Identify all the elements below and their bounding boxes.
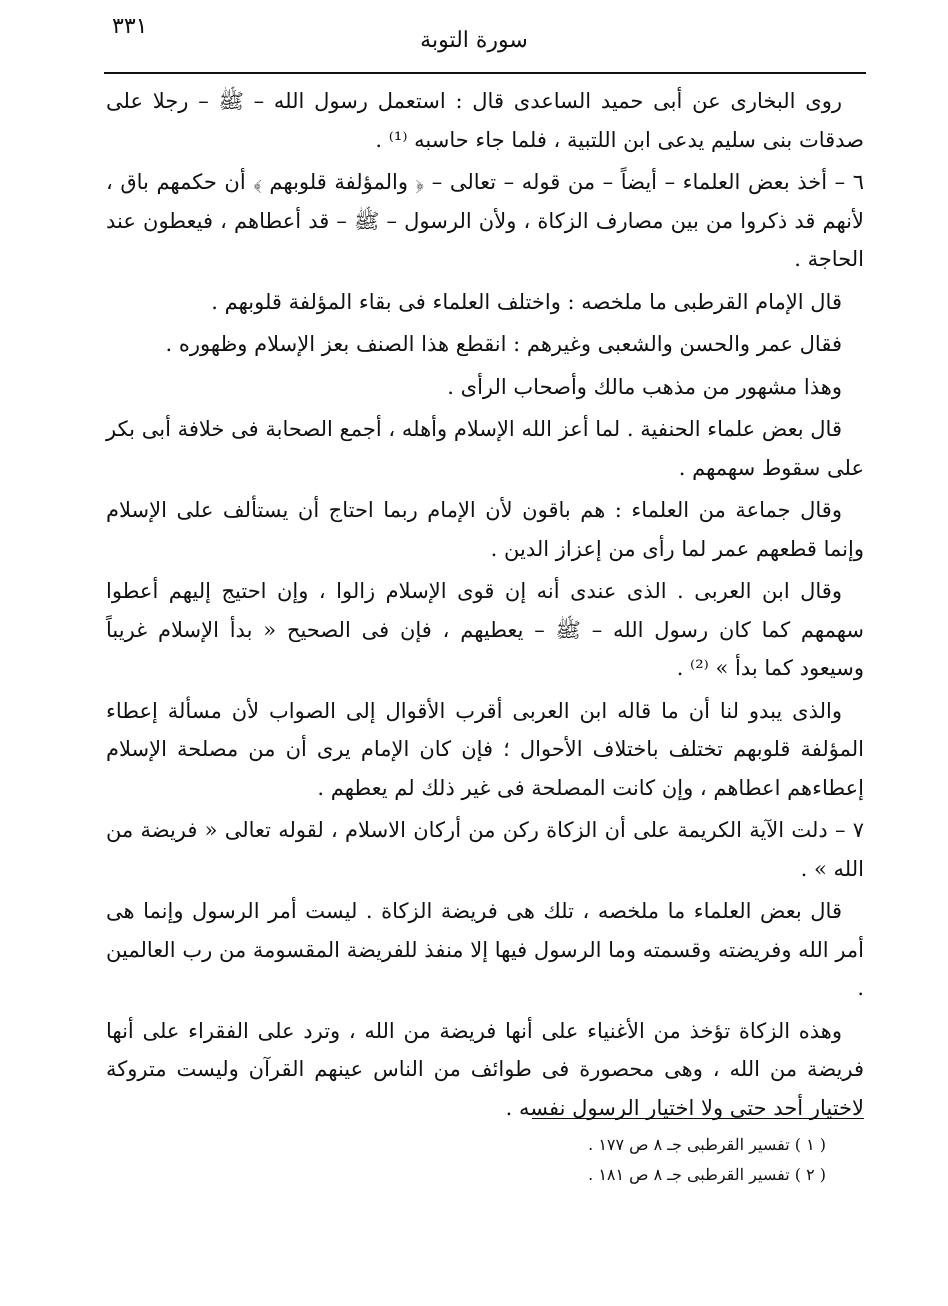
paragraph: قال الإمام القرطبى ما ملخصه : واختلف العلماء فى بقاء المؤلفة قلوبهم . <box>211 289 842 314</box>
footnote: ( ٢ ) تفسير القرطبى جـ ٨ ص ١٨١ . <box>588 1165 826 1184</box>
paragraph: روى البخارى عن أبى حميد الساعدى قال : استعمل رسول الله – ﷺ – رجلا على صدقات بنى سليم يدعى ابن اللتبية ، فلما جاء حاسبه ⁽¹⁾ . <box>106 89 864 152</box>
paragraph: ٧ – دلت الآية الكريمة على أن الزكاة ركن من أركان الاسلام ، لقوله تعالى « فريضة من الله » . <box>106 818 864 881</box>
page-number: ٣٣١ <box>112 14 148 39</box>
paragraph: فقال عمر والحسن والشعبى وغيرهم : انقطع هذا الصنف بعز الإسلام وظهوره . <box>165 332 842 356</box>
running-title: سورة التوبة <box>420 28 528 53</box>
header-divider <box>104 72 866 74</box>
paragraph: والذى يبدو لنا أن ما قاله ابن العربى أقرب الأقوال إلى الصواب لأن مسألة إعطاء المؤلفة قلوبهم تختلف باختلاف الأحوال ؛ فإن كان الإمام يرى أن من مصلحة الإسلام إعطاءهم اعطاهم ، وإن كانت المصلحة فى غير ذلك لم يعطهم . <box>106 698 864 800</box>
paragraph: ٦ – أخذ بعض العلماء – أيضاً – من قوله – تعالى – ﴿ والمؤلفة قلوبهم ﴾ أن حكمهم باق ، لأنهم قد ذكروا من بين مصارف الزكاة ، ولأن الرسول – ﷺ – قد أعطاهم ، فيعطون عند الحاجة . <box>106 170 864 271</box>
footnotes <box>500 1130 826 1190</box>
body-text <box>106 82 864 1131</box>
paragraph: قال بعض العلماء ما ملخصه ، تلك هى فريضة الزكاة . ليست أمر الرسول وإنما هى أمر الله وفريضته وقسمته وما الرسول فيها إلا منفذ للفريضة المقسومة من رب العالمين . <box>106 899 864 1000</box>
footnote-divider <box>532 1118 864 1119</box>
footnote: ( ١ ) تفسير القرطبى جـ ٨ ص ١٧٧ . <box>588 1135 826 1154</box>
paragraph: وقال جماعة من العلماء : هم باقون لأن الإمام ربما احتاج أن يستألف على الإسلام وإنما قطعهم عمر لما رأى من إعزاز الدين . <box>106 498 864 561</box>
paragraph: وقال ابن العربى . الذى عندى أنه إن قوى الإسلام زالوا ، وإن احتيج إليهم أعطوا سهمهم كما كان رسول الله – ﷺ – يعطيهم ، فإن فى الصحيح « بدأ الإسلام غريباً وسيعود كما بدأ » ⁽²⁾ . <box>106 579 864 680</box>
paragraph: وهذا مشهور من مذهب مالك وأصحاب الرأى . <box>447 374 842 399</box>
paragraph: وهذه الزكاة تؤخذ من الأغنياء على أنها فريضة من الله ، وترد على الفقراء على أنها فريضة من الله ، وهى محصورة فى طوائف من الناس عينهم القرآن وليست متروكة لاختيار أحد حتى ولا اختيار الرسول نفسه . <box>106 1018 864 1120</box>
paragraph: قال بعض علماء الحنفية . لما أعز الله الإسلام وأهله ، أجمع الصحابة فى خلافة أبى بكر على سقوط سهمهم . <box>106 417 864 480</box>
